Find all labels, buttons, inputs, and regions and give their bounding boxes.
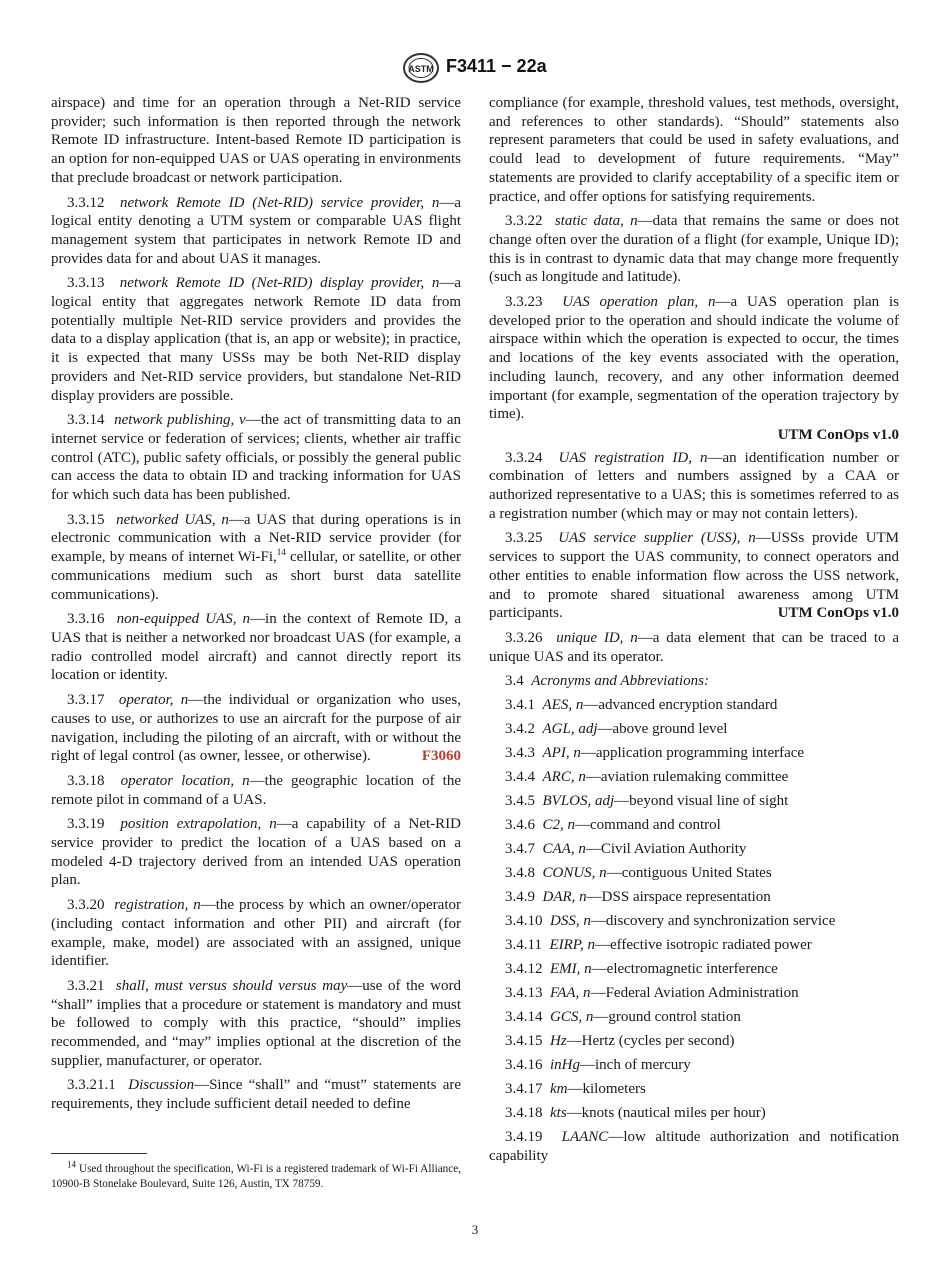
continued-paragraph: compliance (for example, threshold values, test methods, oversight, and references to other standards). “Should” statements also represent parameters that could be used in safety evaluations, and could lead to development of future requirements. “May” statements are provided to clarify acceptability of a specific item or practice, and offer options for satisfying requirements.: [489, 95, 899, 205]
definition-3-3-21: 3.3.21 shall, must versus should versus may—use of the word “shall” implies that a procedure or statement is mandatory and must be followed to comply with this practice, “should” implies recommended, and “may” implies optional at the discretion of the supplier, manufacturer, or operator.: [51, 977, 461, 1069]
source-tag: UTM ConOps v1.0: [777, 426, 899, 443]
list-item: 3.4.19 LAANC—low altitude authorization and notification capability: [489, 1129, 899, 1165]
list-item: 3.4.13 FAA, n—Federal Aviation Administration: [505, 985, 799, 1002]
svg-text:ASTM: ASTM: [408, 64, 434, 74]
definition-3-3-13: 3.3.13 network Remote ID (Net-RID) display provider, n—a logical entity that aggregates network Remote ID data from potentially multiple Net-RID service providers and provides the data to a display application (that is, an app or website); in practice, it is expected that many USSs may be both Net-RID display providers and Net-RID service providers, but standalone Net-RID display providers are possible.: [51, 275, 461, 404]
list-item: 3.4.15 Hz—Hertz (cycles per second): [505, 1033, 735, 1050]
definition-3-3-19: 3.3.19 position extrapolation, n—a capability of a Net-RID service provider to predict the location of a UAS based on a modeled 4-D trajectory derived from an intended UAS operation plan.: [51, 816, 461, 889]
footnote-ref[interactable]: 14: [276, 547, 286, 558]
discussion-3-3-21-1: 3.3.21.1 Discussion—Since “shall” and “must” statements are requirements, they include sufficient detail needed to define: [51, 1077, 462, 1113]
page-header: [0, 52, 950, 84]
definition-3-3-26: 3.3.26 unique ID, n—a data element that can be traced to a unique UAS and its operator.: [489, 629, 900, 665]
list-item: 3.4.6 C2, n—command and control: [505, 817, 721, 834]
definition-3-3-12: 3.3.12 network Remote ID (Net-RID) service provider, n—a logical entity denoting a UTM system or comparable UAS flight management system that participates in network Remote ID and provides data for and about UAS it manages.: [51, 194, 461, 267]
list-item: 3.4.1 AES, n—advanced encryption standard: [505, 697, 778, 714]
list-item: 3.4.16 inHg—inch of mercury: [505, 1057, 691, 1074]
reference-link-f3060[interactable]: F3060: [421, 748, 461, 765]
footnote: $^{14}$ Used throughout the specification, Wi-Fi is a registered trademark of Wi-Fi Alliance, 10900-B Stonelake Boulevard, Suite 126, Austin, TX 78759.: [51, 1159, 461, 1190]
definition-3-3-25: 3.3.25 UAS service supplier (USS), n—USSs provide UTM services to support the UAS community, to connect operators and other entities to enable information flow across the USS network, and to promote shared situational awareness among UTM participants. UTM ConOps v1.0: [489, 530, 899, 622]
source-tag: UTM ConOps v1.0: [777, 605, 899, 622]
definition-3-3-15: 3.3.15 networked UAS, n—a UAS that during operations is in electronic communication with a Net-RID service provider (for example, by means of internet Wi-Fi,$^{14}$ cellular, or satellite, or other communications medium such as short burst data satellite communications).: [51, 511, 462, 603]
list-item: 3.4.8 CONUS, n—contiguous United States: [505, 865, 772, 882]
list-item: 3.4.2 AGL, adj—above ground level: [505, 721, 728, 738]
list-item: 3.4.5 BVLOS, adj—beyond visual line of sight: [505, 793, 789, 810]
list-item: 3.4.7 CAA, n—Civil Aviation Authority: [505, 841, 747, 858]
list-item: 3.4.4 ARC, n—aviation rulemaking committee: [505, 769, 789, 786]
acronym-list: [489, 696, 899, 1165]
definition-3-3-22: 3.3.22 static data, n—data that remains the same or does not change often over the duration of a flight (for example, Unique ID); this is in contrast to dynamic data that may change more frequently (such as longitude and latitude).: [489, 213, 900, 286]
list-item: 3.4.10 DSS, n—discovery and synchronization service: [505, 913, 836, 930]
definition-3-3-16: 3.3.16 non-equipped UAS, n—in the context of Remote ID, a UAS that is neither a networked nor broadcast UAS (for example, a radio controlled model aircraft) and cannot directly report its location or identity.: [51, 611, 462, 684]
definition-3-3-18: 3.3.18 operator location, n—the geographic location of the remote pilot in command of a UAS.: [51, 772, 461, 808]
list-item: 3.4.18 kts—knots (nautical miles per hour): [505, 1105, 766, 1122]
list-item: 3.4.14 GCS, n—ground control station: [505, 1009, 741, 1026]
list-item: 3.4.12 EMI, n—electromagnetic interference: [505, 961, 778, 978]
definition-3-3-23: 3.3.23 UAS operation plan, n—a UAS operation plan is developed prior to the operation and should indicate the volume of airspace within which the operation is expected to occur, the times and locations of the key events associated with the operation, including launch, recovery, and any other information deemed important (for example, segmentation of the operation trajectory by time).: [489, 294, 900, 423]
section-heading-3-4: 3.4 Acronyms and Abbreviations:: [505, 673, 710, 690]
document-id: F3411 − 22a: [446, 56, 547, 76]
right-column: [489, 94, 899, 1171]
list-item: 3.4.17 km—kilometers: [505, 1081, 646, 1098]
list-item: 3.4.11 EIRP, n—effective isotropic radiated power: [505, 937, 812, 954]
definition-3-3-14: 3.3.14 network publishing, v—the act of transmitting data to an internet service or federation of services; clients, whether air traffic control (ATC), public safety officials, or possibly the general public can access the data to obtain ID and tracking information for UAS for which such data has been published.: [51, 412, 461, 504]
list-item: 3.4.9 DAR, n—DSS airspace representation: [505, 889, 771, 906]
definition-3-3-20: 3.3.20 registration, n—the process by which an owner/operator (including contact information and other PII) and aircraft (for example, make, model) are associated with an assigned, unique identifier.: [51, 897, 461, 970]
page-number: 3: [471, 1222, 479, 1237]
footnote-divider: [51, 1153, 147, 1154]
continued-paragraph: airspace) and time for an operation through a Net-RID service provider; such information is then reported through the network Remote ID infrastructure. Intent-based Remote ID participation is an option for non-equipped UAS or UAS operating in environments that preclude broadcast or network participation.: [51, 95, 461, 186]
astm-logo-icon: [402, 52, 440, 84]
definition-3-3-17: 3.3.17 operator, n—the individual or organization who uses, causes to use, or authorizes to use an aircraft for the purpose of air navigation, including the piloting of an aircraft, with or without the right of legal control (as owner, lessee, or otherwise). F3060: [51, 692, 462, 765]
list-item: 3.4.3 API, n—application programming interface: [505, 745, 805, 762]
definition-3-3-24: 3.3.24 UAS registration ID, n—an identification number or combination of letters and numbers assigned by a CAA or authorized representative to a UAS; this is sometimes referred to as a registration number (which may or may not contain letters).: [489, 449, 900, 522]
left-column: [51, 94, 461, 1120]
